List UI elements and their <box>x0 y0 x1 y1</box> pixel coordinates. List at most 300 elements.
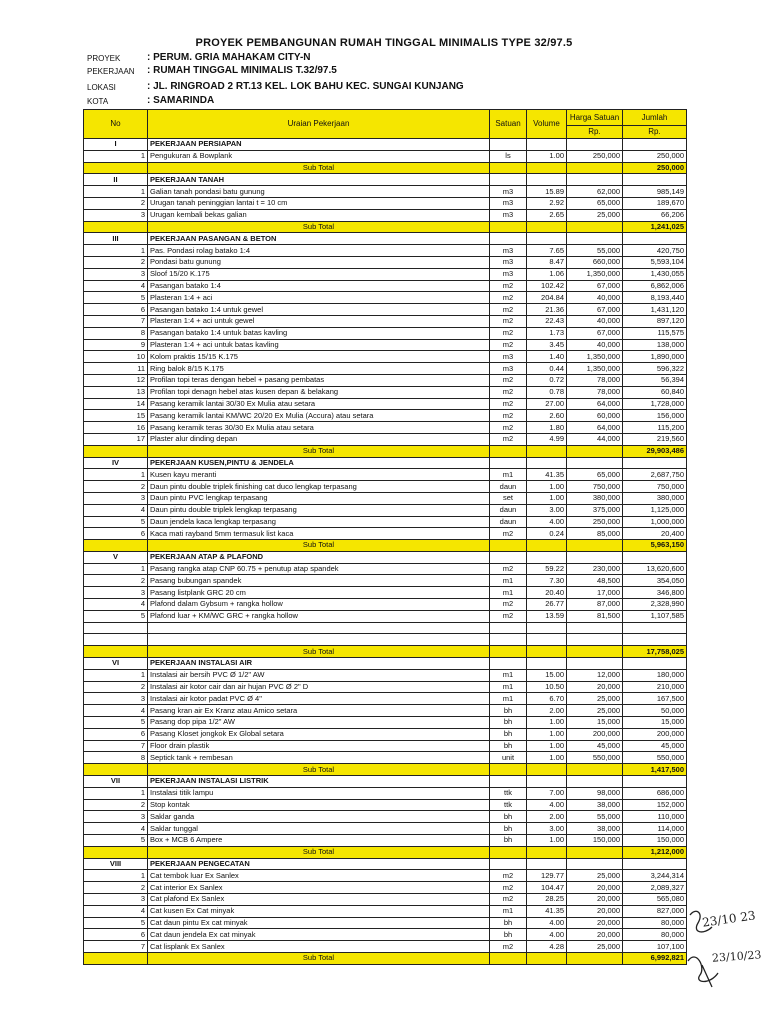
item-unit-price: 250,000 <box>567 516 623 528</box>
item-volume: 26.77 <box>527 599 567 611</box>
meta-value: : SAMARINDA <box>147 95 215 106</box>
empty-cell <box>490 551 527 563</box>
item-total: 138,000 <box>623 339 687 351</box>
item-volume: 59.22 <box>527 563 567 575</box>
table-row <box>84 209 687 221</box>
item-description: Daun jendela kaca lengkap terpasang <box>148 516 490 528</box>
item-volume: 22.43 <box>527 315 567 327</box>
subtotal-amount: 17,758,025 <box>623 646 687 658</box>
section-header-row <box>84 858 687 870</box>
item-index: 4 <box>84 280 148 292</box>
meta-proyek <box>87 52 311 63</box>
table-row <box>84 280 687 292</box>
item-index: 1 <box>84 469 148 481</box>
item-volume: 4.28 <box>527 941 567 953</box>
item-index: 3 <box>84 894 148 906</box>
item-index: 3 <box>84 209 148 221</box>
item-index: 8 <box>84 752 148 764</box>
item-index: 6 <box>84 929 148 941</box>
item-unit: m2 <box>490 374 527 386</box>
item-unit-price: 15,000 <box>567 717 623 729</box>
item-total: 686,000 <box>623 787 687 799</box>
item-unit: ttk <box>490 799 527 811</box>
empty-cell <box>623 776 687 788</box>
blank-row <box>84 634 687 646</box>
item-unit-price: 38,000 <box>567 823 623 835</box>
empty-cell <box>527 764 567 776</box>
empty-cell <box>527 139 567 151</box>
section-number: VIII <box>84 858 148 870</box>
item-index: 9 <box>84 339 148 351</box>
table-row <box>84 894 687 906</box>
empty-cell <box>84 221 148 233</box>
table-row <box>84 728 687 740</box>
item-volume: 21.36 <box>527 304 567 316</box>
item-total: 210,000 <box>623 681 687 693</box>
item-description: Daun pintu PVC lengkap terpasang <box>148 492 490 504</box>
item-unit: m3 <box>490 186 527 198</box>
item-description: Cat daun pintu Ex cat minyak <box>148 917 490 929</box>
empty-cell <box>490 445 527 457</box>
item-volume: 3.00 <box>527 504 567 516</box>
item-unit: m3 <box>490 268 527 280</box>
item-description: Saklar tunggal <box>148 823 490 835</box>
item-total: 1,890,000 <box>623 351 687 363</box>
item-unit: m2 <box>490 292 527 304</box>
item-unit-price: 20,000 <box>567 894 623 906</box>
item-unit: bh <box>490 705 527 717</box>
item-volume: 1.80 <box>527 422 567 434</box>
table-row <box>84 410 687 422</box>
empty-cell <box>567 658 623 670</box>
item-unit: daun <box>490 504 527 516</box>
item-total: 596,322 <box>623 363 687 375</box>
item-volume: 1.00 <box>527 492 567 504</box>
item-unit: m1 <box>490 575 527 587</box>
item-description: Cat kusen Ex Cat minyak <box>148 905 490 917</box>
item-description: Pas. Pondasi rolag batako 1:4 <box>148 245 490 257</box>
item-total: 180,000 <box>623 669 687 681</box>
section-header-row <box>84 658 687 670</box>
item-volume: 13.59 <box>527 610 567 622</box>
empty-cell <box>623 457 687 469</box>
item-volume: 27.00 <box>527 398 567 410</box>
item-unit-price: 65,000 <box>567 469 623 481</box>
item-volume: 1.00 <box>527 728 567 740</box>
item-unit-price: 45,000 <box>567 740 623 752</box>
empty-cell <box>623 551 687 563</box>
meta-lokasi <box>87 81 464 92</box>
table-row <box>84 245 687 257</box>
item-description: Cat interior Ex Sanlex <box>148 882 490 894</box>
item-description: Pasang bubungan spandek <box>148 575 490 587</box>
table-row <box>84 693 687 705</box>
item-volume: 15.89 <box>527 186 567 198</box>
item-index: 1 <box>84 245 148 257</box>
blank-row <box>84 622 687 634</box>
section-header-row <box>84 551 687 563</box>
item-index: 1 <box>84 669 148 681</box>
item-unit-price: 1,350,000 <box>567 363 623 375</box>
item-unit: m3 <box>490 197 527 209</box>
subtotal-amount: 1,417,500 <box>623 764 687 776</box>
item-unit: m2 <box>490 870 527 882</box>
item-index: 5 <box>84 835 148 847</box>
empty-cell <box>84 846 148 858</box>
empty-cell <box>84 646 148 658</box>
table-row <box>84 917 687 929</box>
item-unit-price: 64,000 <box>567 422 623 434</box>
table-row <box>84 363 687 375</box>
item-index: 7 <box>84 740 148 752</box>
item-unit: m2 <box>490 433 527 445</box>
item-total: 1,000,000 <box>623 516 687 528</box>
item-unit: m2 <box>490 410 527 422</box>
item-description: Instalasi air kotor cair dan air hujan PVC Ø 2" D <box>148 681 490 693</box>
empty-cell <box>84 952 148 964</box>
item-volume: 1.00 <box>527 835 567 847</box>
table-row <box>84 351 687 363</box>
table-row <box>84 469 687 481</box>
item-unit: m3 <box>490 209 527 221</box>
item-volume: 41.35 <box>527 905 567 917</box>
empty-cell <box>527 776 567 788</box>
item-index: 3 <box>84 811 148 823</box>
item-total: 152,000 <box>623 799 687 811</box>
item-volume: 2.92 <box>527 197 567 209</box>
subtotal-amount: 250,000 <box>623 162 687 174</box>
empty-cell <box>490 658 527 670</box>
item-index: 3 <box>84 268 148 280</box>
table-row <box>84 610 687 622</box>
table-row <box>84 905 687 917</box>
section-name: PEKERJAAN PASANGAN & BETON <box>148 233 490 245</box>
item-index: 7 <box>84 315 148 327</box>
section-header-row <box>84 139 687 151</box>
item-index: 12 <box>84 374 148 386</box>
section-name: PEKERJAAN TANAH <box>148 174 490 186</box>
table-row <box>84 256 687 268</box>
item-index: 6 <box>84 304 148 316</box>
empty-cell <box>490 622 527 634</box>
item-unit-price: 40,000 <box>567 339 623 351</box>
item-unit-price: 64,000 <box>567 398 623 410</box>
item-unit: m2 <box>490 315 527 327</box>
item-index: 5 <box>84 292 148 304</box>
meta-label: LOKASI <box>87 83 116 92</box>
item-volume: 2.65 <box>527 209 567 221</box>
item-description: Pasang keramik teras 30/30 Ex Mulia atau setara <box>148 422 490 434</box>
item-unit-price: 87,000 <box>567 599 623 611</box>
table-row <box>84 929 687 941</box>
subtotal-label: Sub Total <box>148 646 490 658</box>
item-volume: 1.06 <box>527 268 567 280</box>
item-index: 5 <box>84 610 148 622</box>
empty-cell <box>623 174 687 186</box>
header-harga: Harga Satuan <box>567 110 623 126</box>
empty-cell <box>527 162 567 174</box>
item-index: 8 <box>84 327 148 339</box>
item-unit: m2 <box>490 386 527 398</box>
empty-cell <box>84 764 148 776</box>
table-row <box>84 870 687 882</box>
empty-cell <box>623 139 687 151</box>
item-total: 565,080 <box>623 894 687 906</box>
item-unit-price: 20,000 <box>567 681 623 693</box>
item-unit: m2 <box>490 304 527 316</box>
item-description: Pasang rangka atap CNP 60.75 + penutup atap spandek <box>148 563 490 575</box>
item-description: Galian tanah pondasi batu gunung <box>148 186 490 198</box>
item-total: 1,728,000 <box>623 398 687 410</box>
item-index: 7 <box>84 941 148 953</box>
empty-cell <box>527 445 567 457</box>
subtotal-label: Sub Total <box>148 221 490 233</box>
item-index: 5 <box>84 917 148 929</box>
table-row <box>84 528 687 540</box>
empty-cell <box>567 221 623 233</box>
item-unit: m2 <box>490 941 527 953</box>
item-unit-price: 20,000 <box>567 917 623 929</box>
header-uraian: Uraian Pekerjaan <box>148 110 490 139</box>
table-row <box>84 669 687 681</box>
item-unit-price: 230,000 <box>567 563 623 575</box>
item-unit: m2 <box>490 280 527 292</box>
table-row <box>84 186 687 198</box>
item-unit-price: 25,000 <box>567 693 623 705</box>
empty-cell <box>148 622 490 634</box>
item-index: 4 <box>84 905 148 917</box>
item-index: 1 <box>84 787 148 799</box>
empty-cell <box>623 858 687 870</box>
empty-cell <box>567 174 623 186</box>
item-total: 115,200 <box>623 422 687 434</box>
item-index: 15 <box>84 410 148 422</box>
meta-kota <box>87 95 215 106</box>
item-description: Instalasi titik lampu <box>148 787 490 799</box>
item-unit: bh <box>490 740 527 752</box>
item-description: Pasang kran air Ex Kranz atau Amico setara <box>148 705 490 717</box>
item-description: Cat plafond Ex Sanlex <box>148 894 490 906</box>
item-index: 3 <box>84 587 148 599</box>
item-description: Pondasi batu gunung <box>148 256 490 268</box>
empty-cell <box>567 551 623 563</box>
item-unit-price: 78,000 <box>567 374 623 386</box>
item-volume: 2.60 <box>527 410 567 422</box>
item-volume: 6.70 <box>527 693 567 705</box>
item-volume: 0.78 <box>527 386 567 398</box>
item-total: 250,000 <box>623 150 687 162</box>
empty-cell <box>527 233 567 245</box>
empty-cell <box>567 540 623 552</box>
item-total: 115,575 <box>623 327 687 339</box>
item-volume: 8.47 <box>527 256 567 268</box>
empty-cell <box>490 174 527 186</box>
item-total: 66,206 <box>623 209 687 221</box>
item-volume: 4.00 <box>527 799 567 811</box>
item-index: 17 <box>84 433 148 445</box>
item-unit: bh <box>490 929 527 941</box>
item-unit-price: 1,350,000 <box>567 351 623 363</box>
table-row <box>84 941 687 953</box>
table-row <box>84 799 687 811</box>
item-index: 10 <box>84 351 148 363</box>
item-volume: 7.30 <box>527 575 567 587</box>
subtotal-amount: 1,241,025 <box>623 221 687 233</box>
section-header-row <box>84 233 687 245</box>
item-description: Floor drain plastik <box>148 740 490 752</box>
item-unit: ttk <box>490 787 527 799</box>
table-row <box>84 481 687 493</box>
item-total: 219,560 <box>623 433 687 445</box>
table-row <box>84 197 687 209</box>
subtotal-amount: 6,992,821 <box>623 952 687 964</box>
table-row <box>84 740 687 752</box>
item-description: Plafond dalam Gybsum + rangka hollow <box>148 599 490 611</box>
item-total: 1,107,585 <box>623 610 687 622</box>
item-volume: 1.40 <box>527 351 567 363</box>
item-unit-price: 85,000 <box>567 528 623 540</box>
item-total: 110,000 <box>623 811 687 823</box>
item-total: 80,000 <box>623 929 687 941</box>
item-unit: bh <box>490 835 527 847</box>
item-unit: m3 <box>490 245 527 257</box>
empty-cell <box>623 233 687 245</box>
item-volume: 204.84 <box>527 292 567 304</box>
item-description: Pengukuran & Bowplank <box>148 150 490 162</box>
empty-cell <box>490 233 527 245</box>
item-unit: bh <box>490 917 527 929</box>
item-total: 45,000 <box>623 740 687 752</box>
item-description: Instalasi air bersih PVC Ø 1/2" AW <box>148 669 490 681</box>
item-total: 3,244,314 <box>623 870 687 882</box>
item-unit: m2 <box>490 610 527 622</box>
item-index: 2 <box>84 799 148 811</box>
empty-cell <box>490 952 527 964</box>
item-volume: 1.73 <box>527 327 567 339</box>
table-row <box>84 386 687 398</box>
item-unit-price: 660,000 <box>567 256 623 268</box>
table-row <box>84 292 687 304</box>
rab-table <box>83 109 687 965</box>
item-unit-price: 78,000 <box>567 386 623 398</box>
section-name: PEKERJAAN INSTALASI LISTRIK <box>148 776 490 788</box>
meta-label: KOTA <box>87 97 109 106</box>
meta-label: PEKERJAAN <box>87 67 135 76</box>
header-jumlah: Jumlah <box>623 110 687 126</box>
item-unit-price: 40,000 <box>567 315 623 327</box>
item-description: Daun pintu double triplek lengkap terpasang <box>148 504 490 516</box>
item-index: 1 <box>84 186 148 198</box>
item-description: Plaster alur dinding depan <box>148 433 490 445</box>
item-unit-price: 67,000 <box>567 304 623 316</box>
item-total: 189,670 <box>623 197 687 209</box>
subtotal-row <box>84 764 687 776</box>
item-index: 2 <box>84 481 148 493</box>
item-unit: bh <box>490 728 527 740</box>
empty-cell <box>84 445 148 457</box>
section-number: V <box>84 551 148 563</box>
table-row <box>84 882 687 894</box>
header-rp: Rp. <box>623 126 687 139</box>
item-volume: 4.00 <box>527 516 567 528</box>
item-volume: 28.25 <box>527 894 567 906</box>
table-row <box>84 575 687 587</box>
item-total: 2,687,750 <box>623 469 687 481</box>
subtotal-label: Sub Total <box>148 846 490 858</box>
meta-value: : JL. RINGROAD 2 RT.13 KEL. LOK BAHU KEC. SUNGAI KUNJANG <box>147 81 464 92</box>
item-unit-price: 20,000 <box>567 882 623 894</box>
item-index: 4 <box>84 599 148 611</box>
table-row <box>84 433 687 445</box>
item-description: Plafond luar + KM/WC GRC + rangka hollow <box>148 610 490 622</box>
empty-cell <box>490 540 527 552</box>
item-description: Profilan topi denagn hebel atas kusen depan & belakang <box>148 386 490 398</box>
item-description: Cat daun jendela Ex cat minyak <box>148 929 490 941</box>
item-unit-price: 81,500 <box>567 610 623 622</box>
header-rp: Rp. <box>567 126 623 139</box>
table-row <box>84 587 687 599</box>
empty-cell <box>567 457 623 469</box>
item-description: Stop kontak <box>148 799 490 811</box>
item-unit: m2 <box>490 563 527 575</box>
item-unit-price: 200,000 <box>567 728 623 740</box>
empty-cell <box>490 846 527 858</box>
item-description: Plasteran 1:4 + aci untuk gewel <box>148 315 490 327</box>
empty-cell <box>527 952 567 964</box>
item-unit: ls <box>490 150 527 162</box>
item-unit-price: 250,000 <box>567 150 623 162</box>
item-unit-price: 67,000 <box>567 327 623 339</box>
empty-cell <box>490 776 527 788</box>
item-volume: 20.40 <box>527 587 567 599</box>
item-unit-price: 44,000 <box>567 433 623 445</box>
item-unit-price: 25,000 <box>567 209 623 221</box>
item-unit-price: 17,000 <box>567 587 623 599</box>
signature-mark <box>682 905 762 995</box>
item-total: 200,000 <box>623 728 687 740</box>
item-total: 897,120 <box>623 315 687 327</box>
item-volume: 1.00 <box>527 481 567 493</box>
item-index: 16 <box>84 422 148 434</box>
item-volume: 7.00 <box>527 787 567 799</box>
item-total: 60,840 <box>623 386 687 398</box>
subtotal-row <box>84 445 687 457</box>
empty-cell <box>567 858 623 870</box>
empty-cell <box>527 221 567 233</box>
empty-cell <box>490 764 527 776</box>
item-volume: 3.45 <box>527 339 567 351</box>
empty-cell <box>490 139 527 151</box>
empty-cell <box>623 622 687 634</box>
table-row <box>84 681 687 693</box>
item-unit: bh <box>490 823 527 835</box>
table-row <box>84 374 687 386</box>
item-volume: 10.50 <box>527 681 567 693</box>
table-row <box>84 705 687 717</box>
item-total: 15,000 <box>623 717 687 729</box>
item-unit-price: 150,000 <box>567 835 623 847</box>
empty-cell <box>527 551 567 563</box>
item-unit: bh <box>490 811 527 823</box>
item-index: 2 <box>84 575 148 587</box>
empty-cell <box>567 846 623 858</box>
item-total: 8,193,440 <box>623 292 687 304</box>
item-total: 80,000 <box>623 917 687 929</box>
header-no: No <box>84 110 148 139</box>
item-unit: m2 <box>490 894 527 906</box>
item-description: Instalasi air kotor padat PVC Ø 4" <box>148 693 490 705</box>
item-unit: m2 <box>490 339 527 351</box>
